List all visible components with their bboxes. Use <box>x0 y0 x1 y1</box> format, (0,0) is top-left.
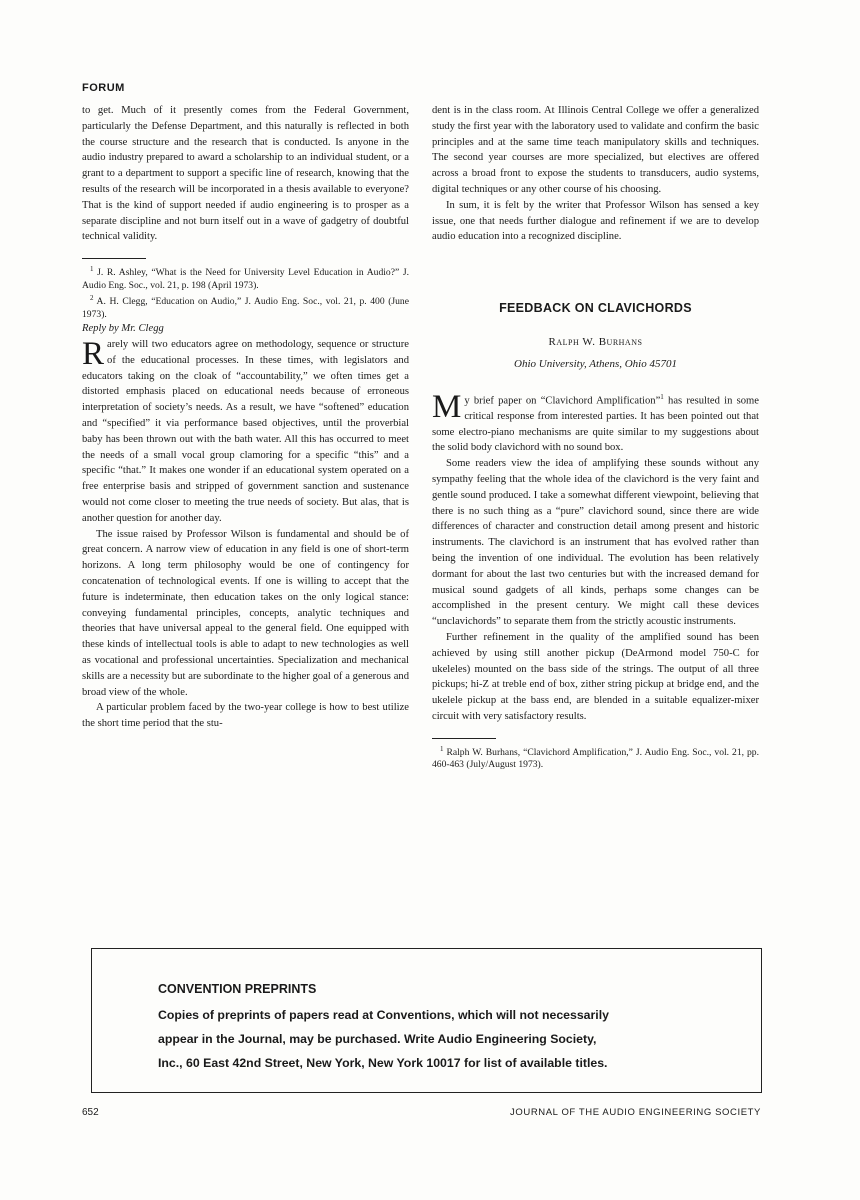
right-continuation-paragraph: dent is in the class room. At Illinois Central College we offer a generalized study the first year with the laboratory used to validate and confirm the basic principles and at the same time teach manipulatory skills and techniques. The second year courses are more specialized, but electives are offered across a broad front to expose the students to transducers, audio systems, digital techniques or any other course of his choosing. <box>432 105 759 195</box>
footnote-rule <box>82 258 146 259</box>
preprint-line-3: Inc., 60 East 42nd Street, New York, New York 10017 for list of available titles. <box>158 1056 608 1070</box>
article-footnote <box>432 743 759 772</box>
reply-paragraph-1-text: arely will two educators agree on methodology, sequence or structure of the educational processes. In these times, with legislators and educators taking on the cloak of “accountability,” we often times get a distorted emphasis placed on educational needs because of erroneous interpretation of society’s needs. As a result, we have “softened” education and “specified” it via performance based objectives, until the proverbial baby has been thrown out with the bath water. All this has occurred to meet the needs of a small vocal group clamoring for a specific “this” and a specific “that.” It makes one wonder if an educational system operated on a free enterprise basis and stripped of government sanction and sustenance would not come closer to meeting the true needs of society. But alas, that is another question for another day. <box>82 338 409 524</box>
preprint-body <box>158 1003 718 1075</box>
article-title: FEEDBACK ON CLAVICHORDS <box>499 301 692 316</box>
article-paragraph-3: Further refinement in the quality of the amplified sound has been achieved by using still another pickup (DeArmond model 750-C for ukeleles) mounted on the bass side of the strings. The output of all three pickups; hi-Z at treble end of box, zither string pickup at bridge end, and the ukelele pickup at the bass end, are blended in a suitable equalizer-mixer circuit with very satisfactory results. <box>432 632 759 723</box>
article-paragraph-2: Some readers view the idea of amplifying these sounds without any sympathy feeling that the whole idea of the clavichord is the very faint and gentle sound produced. I take a somewhat different viewpoint, believing that there is no such thing as a “pure” clavichord sound, since there are wide differences of character and construction detail among present and historic instruments. The clavichord is an instrument that has evolved rather than being the invention of one individual. The evolution has been relatively dormant for about the last two centuries but with the increased demand for musical sound gadgets of all kinds, perhaps some changes can be accomplished in the present century. We might call these devices “unclavichords” to separate them from the strictly acoustic instruments. <box>432 458 759 628</box>
summary-paragraph: In sum, it is felt by the writer that Professor Wilson has sensed a key issue, one that needs further dialogue and refinement if we are to develop audio education into a recognized discipline. <box>432 199 759 243</box>
drop-cap: M <box>432 388 462 425</box>
footnote-text: J. R. Ashley, “What is the Need for University Level Education in Audio?” J. Audio Eng. Soc., vol. 21, p. 198 (April 1973). <box>82 267 409 291</box>
journal-name: JOURNAL OF THE AUDIO ENGINEERING SOCIETY <box>510 1107 761 1118</box>
running-head: FORUM <box>82 82 125 94</box>
footnote-mark: 2 <box>90 294 94 303</box>
footnote-text: Ralph W. Burhans, “Clavichord Amplification,” J. Audio Eng. Soc., vol. 21, pp. 460-463 (July/August 1973). <box>432 747 759 771</box>
author-name: Ralph W. Burhans <box>548 335 643 348</box>
page-number: 652 <box>82 1107 99 1118</box>
right-column <box>432 103 759 772</box>
preprint-line-2: appear in the Journal, may be purchased. Write Audio Engineering Society, <box>158 1032 597 1046</box>
footnote-mark: 1 <box>660 392 664 401</box>
preprint-line-1: Copies of preprints of papers read at Conventions, which will not necessarily <box>158 1008 609 1022</box>
drop-cap: R <box>82 335 105 372</box>
left-continuation-paragraph: to get. Much of it presently comes from the Federal Government, particularly the Defense Department, and this naturally is reflected in both the course structure and the research that is conducted. Is anyone in the audio industry prepared to award a scholarship to an individual student, or a grant to a department to support a specific line of research, knowing that the results of the research will be incorporated in a thesis available to everyone? That is the kind of support needed if audio engineering is to prosper as a separate discipline and not burn itself out in a wave of gadgetry of doubtful technical validity. <box>82 105 409 243</box>
preprint-title: CONVENTION PREPRINTS <box>158 982 317 996</box>
reply-paragraph-1 <box>82 337 409 527</box>
footnote-2 <box>82 292 409 321</box>
reply-paragraph-2: The issue raised by Professor Wilson is fundamental and should be of great concern. A narrow view of education in any field is one of short-term horizons. A long term philosophy would be one of contingency for concatenation of technological events. If one is willing to accept that the future is indeterminate, then education takes on the only logical stance: conveying fundamental principles, concepts, analytic techniques and theories that have universal appeal to the general field. One equipped with these kinds of intellectual tools is able to adapt to new technologies as well as vocational and professional uncertainties. Specialization and mechanical skills are a necessity but are subordinate to the higher goal of a generous and broad view of the whole. <box>82 528 409 698</box>
article-paragraph-1-text-a: y brief paper on “Clavichord Amplification” <box>464 395 661 407</box>
reply-heading: Reply by Mr. Clegg <box>82 323 164 335</box>
footnote-mark: 1 <box>440 744 444 753</box>
reply-paragraph-3: A particular problem faced by the two-year college is how to best utilize the short time period that the stu- <box>82 702 409 730</box>
footnote-mark: 1 <box>90 265 94 274</box>
left-column <box>82 103 409 732</box>
footnote-rule <box>432 738 496 739</box>
article-paragraph-1 <box>432 390 759 457</box>
convention-preprints-box <box>91 948 762 1093</box>
article-paragraph-1-text-b: has resulted in some critical response from interested parties. It has been pointed out that some electro-piano mechanisms are quite similar to my suggestions about the solid body clavichord with no sound box. <box>432 395 759 454</box>
footnote-1 <box>82 263 409 292</box>
footnote-text: A. H. Clegg, “Education on Audio,” J. Audio Eng. Soc., vol. 21, p. 400 (June 1973). <box>82 296 409 320</box>
author-affiliation: Ohio University, Athens, Ohio 45701 <box>514 357 677 370</box>
